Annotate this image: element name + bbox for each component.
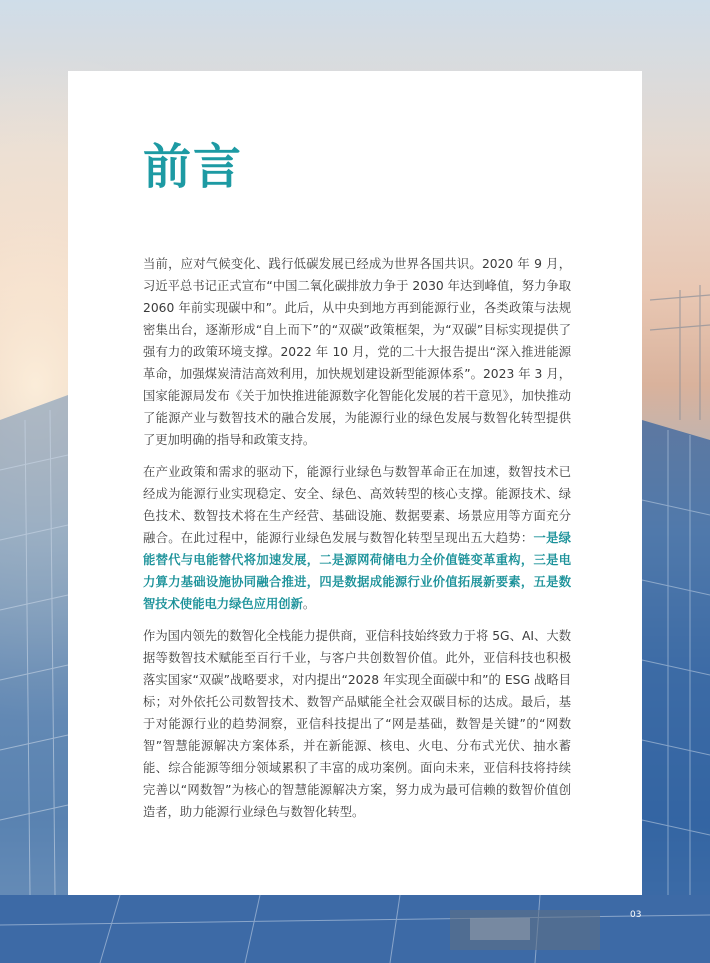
paragraph-2-text: 在产业政策和需求的驱动下，能源行业绿色与数智革命正在加速，数智技术已经成为能源行业实现稳定、安全、绿色、高效转型的核心支撑。能源技术、绿色技术、数智技术将在生产经营、基础设施、数据要素、场景应用等方面充分融合。在此过程中，能源行业绿色发展与数智化转型呈现出五大趋势： xyxy=(143,465,571,545)
paragraph-2 xyxy=(143,461,571,615)
page-title: 前言 xyxy=(143,139,244,195)
page-number: 03 xyxy=(630,910,642,920)
paragraph-2-end: 。 xyxy=(302,597,316,611)
preface-body xyxy=(143,253,571,833)
five-trends-highlight: 一是绿能替代与电能替代将加速发展，二是源网荷储电力全价值链变革重构，三是电力算力基础设施协同融合推进，四是数据成能源行业价值拓展新要素，五是数智技术使能电力绿色应用创新 xyxy=(143,531,571,611)
paragraph-3: 作为国内领先的数智化全栈能力提供商，亚信科技始终致力于将 5G、AI、大数据等数智技术赋能至百行千业，与客户共创数智价值。此外，亚信科技也积极落实国家“双碳”战略要求，对内提出“2028 年实现全面碳中和”的 ESG 战略目标；对外依托公司数智技术、数智产品赋能全社会双碳目标的达成。最后，基于对能源行业的趋势洞察，亚信科技提出了“网是基础，数智是关键”的“网数智”智慧能源解决方案体系，并在新能源、核电、火电、分布式光伏、抽水蓄能、综合能源等细分领域累积了丰富的成功案例。面向未来，亚信科技将持续完善以“网数智”为核心的智慧能源解决方案，努力成为最可信赖的数智价值创造者，助力能源行业绿色与数智化转型。 xyxy=(143,629,571,819)
paragraph-1: 当前，应对气候变化、践行低碳发展已经成为世界各国共识。2020 年 9 月，习近平总书记正式宣布“中国二氧化碳排放力争于 2030 年达到峰值，努力争取 2060 年前实现碳中和”。此后，从中央到地方再到能源行业，各类政策与法规密集出台，逐渐形成“自上而下”的“双碳”政策框架，为“双碳”目标实现提供了强有力的政策环境支撑。2022 年 10 月，党的二十大报告提出“深入推进能源革命，加强煤炭清洁高效利用，加快规划建设新型能源体系”。2023 年 3 月，国家能源局发布《关于加快推进能源数字化智能化发展的若干意见》，加快推动了能源产业与数智技术的融合发展，为能源行业的绿色发展与数智化转型提供了更加明确的指导和政策支持。 xyxy=(143,257,571,447)
preface-card xyxy=(68,71,642,895)
